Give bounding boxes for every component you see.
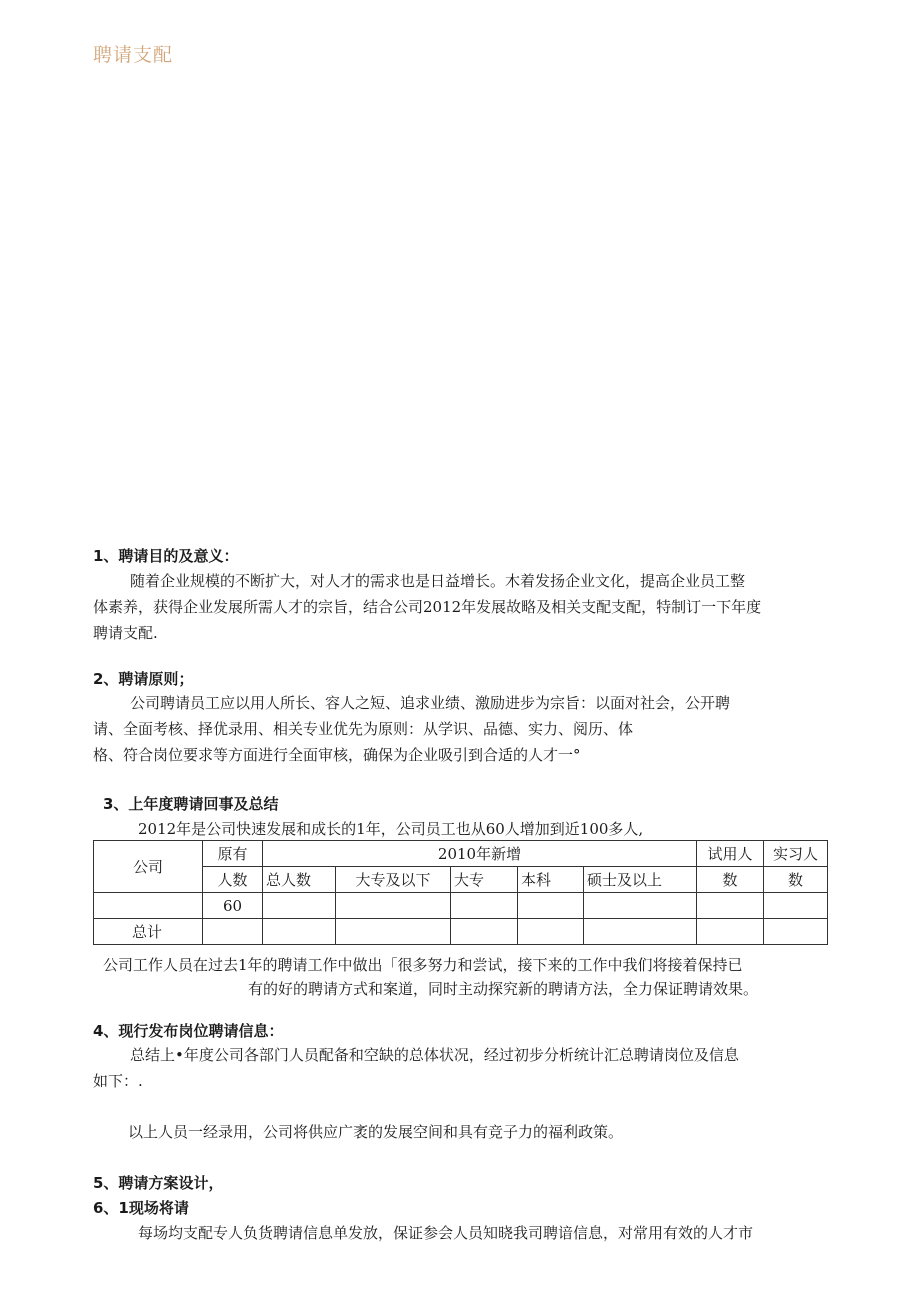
section-4-line-2: 如下：. <box>93 1072 143 1090</box>
col-company-header: 公司 <box>94 841 203 893</box>
col-trial-header-1: 试用人 <box>697 841 764 867</box>
table-cell <box>764 919 828 945</box>
table-row <box>94 893 828 919</box>
section-1-line-2: 体素养，获得企业发展所需人才的宗旨，结合公司2012年发展故略及相关支配支配，特制订一下年度 <box>93 598 762 616</box>
table-cell <box>764 893 828 919</box>
section-1-heading: 1、聘请目的及意义： <box>93 547 239 565</box>
sub-header-college-below: 大专及以下 <box>336 867 451 893</box>
section-1-line-3: 聘请支配. <box>93 624 158 642</box>
section-6-line-1: 每场均支配专人负货聘请信息单发放，保证参会人员知晓我司聘谙信息，对常用有效的人才市 <box>138 1224 754 1242</box>
table-cell <box>518 919 584 945</box>
section-3-intro: 2012年是公司快速发展和成长的1年，公司员工也从60人增加到近100多人, <box>138 820 644 838</box>
section-1-line-1: 随着企业规模的不断扩大，对人才的需求也是日益增长。木着发扬企业文化，提高企业员工整 <box>130 572 746 590</box>
total-label-cell: 总计 <box>94 919 203 945</box>
table-cell <box>336 893 451 919</box>
table-cell <box>203 919 263 945</box>
table-cell <box>584 893 697 919</box>
col-intern-header-2: 数 <box>764 867 828 893</box>
document-title: 聘请支配 <box>93 44 174 66</box>
section-3-summary-line-2: 有的好的聘请方式和案道，同时主动探究新的聘请方法，全力保证聘请效果。 <box>248 980 759 998</box>
table-cell <box>336 919 451 945</box>
table-cell <box>584 919 697 945</box>
recruitment-stats-table <box>93 840 828 945</box>
table-cell <box>451 893 518 919</box>
section-3-summary-line-1: 公司工作人员在过去1年的聘请工作中做出「很多努力和尝试，接下来的工作中我们将接着保持已 <box>103 956 743 974</box>
section-4-heading: 4、现行发布岗位聘请信息： <box>93 1022 284 1040</box>
section-2-line-2: 请、全面考核、择优录用、相关专业优先为原则：从学识、品德、实力、阅历、体 <box>93 720 634 738</box>
group-header-2010-new: 2010年新增 <box>263 841 697 867</box>
table-row <box>94 919 828 945</box>
col-original-header-2: 人数 <box>203 867 263 893</box>
table-cell <box>697 893 764 919</box>
sub-header-master-above: 硕士及以上 <box>584 867 697 893</box>
table-cell <box>451 919 518 945</box>
section-4-line-1: 总结上•年度公司各部门人员配备和空缺的总体状况，经过初步分析统计汇总聘请岗位及信息 <box>130 1046 739 1064</box>
section-4-line-3: 以上人员一经录用，公司将供应广袤的发展空间和具有竞子力的福利政策。 <box>128 1123 624 1141</box>
sub-header-total: 总人数 <box>263 867 336 893</box>
section-6-heading: 6、1现场将请 <box>93 1199 189 1217</box>
col-trial-header-2: 数 <box>697 867 764 893</box>
section-2-line-3: 格、符合岗位要求等方面进行全面审核，确保为企业吸引到合适的人才一° <box>93 746 581 764</box>
table-cell <box>518 893 584 919</box>
table-cell <box>94 893 203 919</box>
original-count-cell: 60 <box>203 893 263 919</box>
section-2-line-1: 公司聘请员工应以用人所长、容人之短、追求业绩、激励进步为宗旨：以面对社会，公开聘 <box>130 694 731 712</box>
table-cell <box>697 919 764 945</box>
table-cell <box>263 893 336 919</box>
section-5-heading: 5、聘请方案设计， <box>93 1174 224 1192</box>
section-2-heading: 2、聘请原则； <box>93 670 194 688</box>
col-intern-header-1: 实习人 <box>764 841 828 867</box>
sub-header-college: 大专 <box>451 867 518 893</box>
sub-header-bachelor: 本科 <box>518 867 584 893</box>
table-cell <box>263 919 336 945</box>
col-original-header-1: 原有 <box>203 841 263 867</box>
section-3-heading: 3、上年度聘请回事及总结 <box>103 795 279 813</box>
